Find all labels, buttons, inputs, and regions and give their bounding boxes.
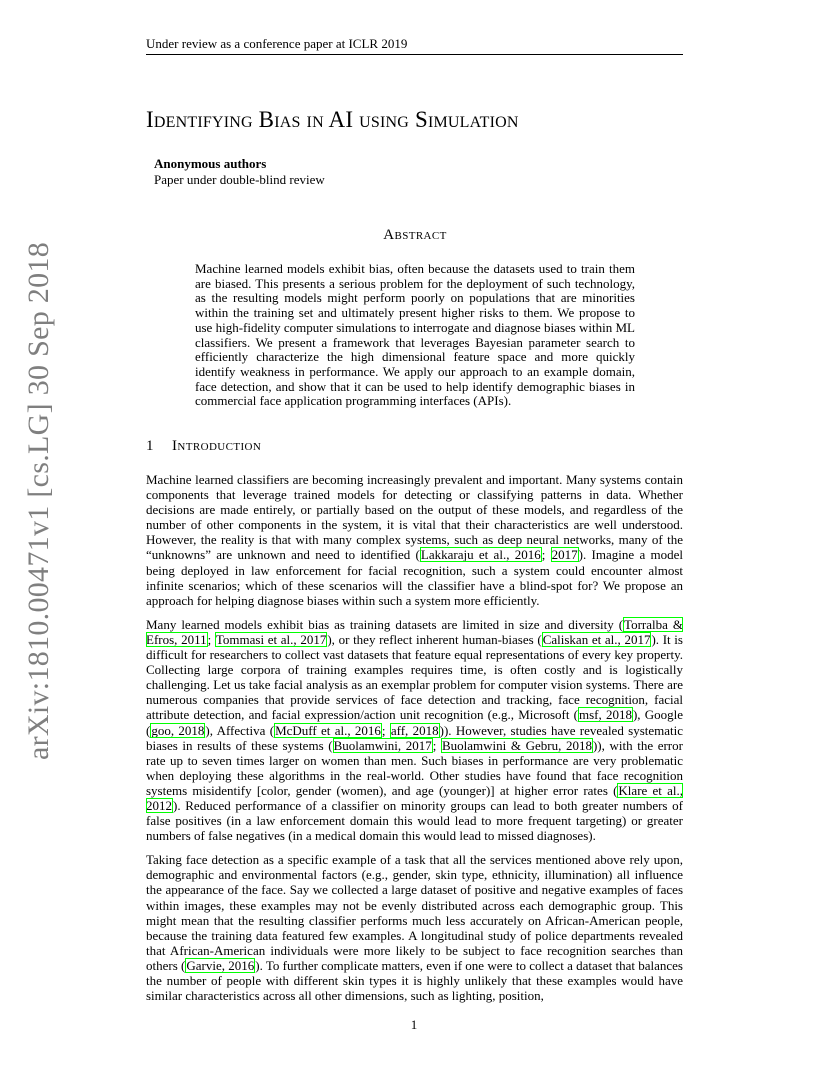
paragraph-text: )), with the error rate up to seven times larger on women than men. Such biases in performance are very problematic when deploying these algorithms in the real-world. Other studies have found that face recognition systems misidentify [color, gender (women), and age (younger)] at higher error rates ( bbox=[146, 737, 683, 798]
paragraph-text: )). However, studies have revealed systematic biases in results of these systems ( bbox=[146, 722, 684, 753]
paragraph-text: ), or they reflect inherent human-biases ( bbox=[327, 631, 542, 647]
page-number: 1 bbox=[410, 1017, 418, 1032]
citation-link[interactable]: Caliskan et al., 2017 bbox=[542, 631, 651, 647]
paper-title: Identifying Bias in AI using Simulation bbox=[146, 107, 519, 132]
citation-link[interactable]: McDuff et al., 2016 bbox=[275, 722, 381, 738]
citation-link[interactable]: 2017 bbox=[551, 547, 578, 563]
citation-link[interactable]: Tommasi et al., 2017 bbox=[215, 631, 327, 647]
citation-link[interactable]: Klare et al., 2012 bbox=[146, 782, 683, 813]
citation-link[interactable]: goo, 2018 bbox=[151, 722, 205, 738]
author-name: Anonymous authors bbox=[154, 156, 267, 171]
running-header: Under review as a conference paper at ICLR 2019 bbox=[146, 36, 683, 55]
paragraph-2 bbox=[146, 617, 683, 843]
citation-link[interactable]: Buolamwini, 2017 bbox=[333, 737, 432, 753]
paragraph-text: ; bbox=[381, 722, 390, 738]
citation-link[interactable]: msf, 2018 bbox=[579, 707, 632, 723]
paragraph-text: ). To further complicate matters, even if one were to collect a dataset that balances the number of people with different skin types it is highly unlikely that these examples would have similar characteristics across all other dimensions, such as lighting, position, bbox=[146, 957, 683, 1004]
section-heading bbox=[146, 437, 261, 455]
paragraph-text: Many learned models exhibit bias as training datasets are limited in size and diversity ( bbox=[146, 616, 624, 632]
paragraph-text: ), Affectiva ( bbox=[205, 722, 275, 738]
paragraph-3 bbox=[146, 852, 683, 1003]
paragraph-text: ). It is difficult for researchers to collect vast datasets that feature equal representations of every key property. Collecting large corpora of training examples requires time, is often costly and is logistically challenging. Let us take facial analysis as an exemplar problem for computer vision systems. There are numerous companies that provide services of face detection and tracking, face recognition, facial attribute detection, and facial expression/action unit recognition (e.g., Microsoft ( bbox=[146, 631, 683, 723]
body-text bbox=[146, 472, 683, 1012]
paragraph-text: Taking face detection as a specific example of a task that all the services mentioned above rely upon, demographic and environmental factors (e.g., gender, skin type, ethnicity, illumination) all influence the appearance of the face. Say we collected a large dataset of positive and negative examples of faces within images, these examples may not be evenly distributed across each demographic group. This might mean that the resulting classifier performs much less accurately on African-American people, because the training data featured few examples. A longitudinal study of police departments revealed that African-American individuals were more likely to be subject to face recognition searches than others ( bbox=[146, 852, 683, 973]
section-number: 1 bbox=[146, 438, 154, 454]
abstract-heading: Abstract bbox=[383, 227, 447, 243]
abstract-text: Machine learned models exhibit bias, often because the datasets used to train them are biased. This presents a serious problem for the deployment of such technology, as the resulting models might perform poorly on populations that are minorities within the training set and ultimately present higher risks to them. We propose to use high-fidelity computer simulations to interrogate and diagnose biases within ML classifiers. We present a framework that leverages Bayesian parameter search to efficiently characterize the high dimensional feature space and more quickly identify weakness in performance. We apply our approach to an example domain, face detection, and show that it can be used to help identify demographic biases in commercial face application programming interfaces (APIs). bbox=[195, 261, 635, 409]
paragraph-text: ). Reduced performance of a classifier on minority groups can lead to both greater numbers of false positives (in a law enforcement domain this would lead to more frequent targeting) or greater numbers of false negatives (in a medical domain this would lead to missed diagnoses). bbox=[146, 797, 683, 844]
citation-link[interactable]: Torralba & Efros, 2011 bbox=[146, 616, 683, 647]
arxiv-stamp: arXiv:1810.00471v1 [cs.LG] 30 Sep 2018 bbox=[22, 241, 55, 760]
paragraph-text: ; bbox=[432, 737, 441, 753]
citation-link[interactable]: Garvie, 2016 bbox=[186, 957, 255, 973]
citation-link[interactable]: Buolamwini & Gebru, 2018 bbox=[441, 737, 592, 753]
paragraph-text: ; bbox=[207, 631, 215, 647]
citation-link[interactable]: aff, 2018 bbox=[390, 722, 439, 738]
citation-link[interactable]: Lakkaraju et al., 2016 bbox=[420, 547, 541, 563]
paragraph-text: ). Imagine a model being deployed in law enforcement for facial recognition, such a system could encounter almost infinite scenarios; which of these scenarios will the classifier have a blind-spot for? We propose an approach for helping diagnose biases within such a system more efficiently. bbox=[146, 547, 683, 608]
paragraph-text: Machine learned classifiers are becoming increasingly prevalent and important. Many systems contain components that leverage trained models for detecting or classifying patterns in data. Whether decisions are made entirely, or partially based on the output of these models, and regardless of the number of other components in the system, it is vital that their characteristics are well understood. However, the reality is that with many complex systems, such as deep neural networks, many of the “unknowns” are unknown and need to identified ( bbox=[146, 472, 683, 563]
paragraph-text: ), Google ( bbox=[146, 707, 684, 738]
paragraph-1 bbox=[146, 472, 683, 608]
author-affiliation: Paper under double-blind review bbox=[154, 172, 325, 187]
author-block bbox=[154, 156, 325, 188]
section-title: Introduction bbox=[172, 438, 262, 454]
paragraph-text: ; bbox=[541, 547, 551, 563]
